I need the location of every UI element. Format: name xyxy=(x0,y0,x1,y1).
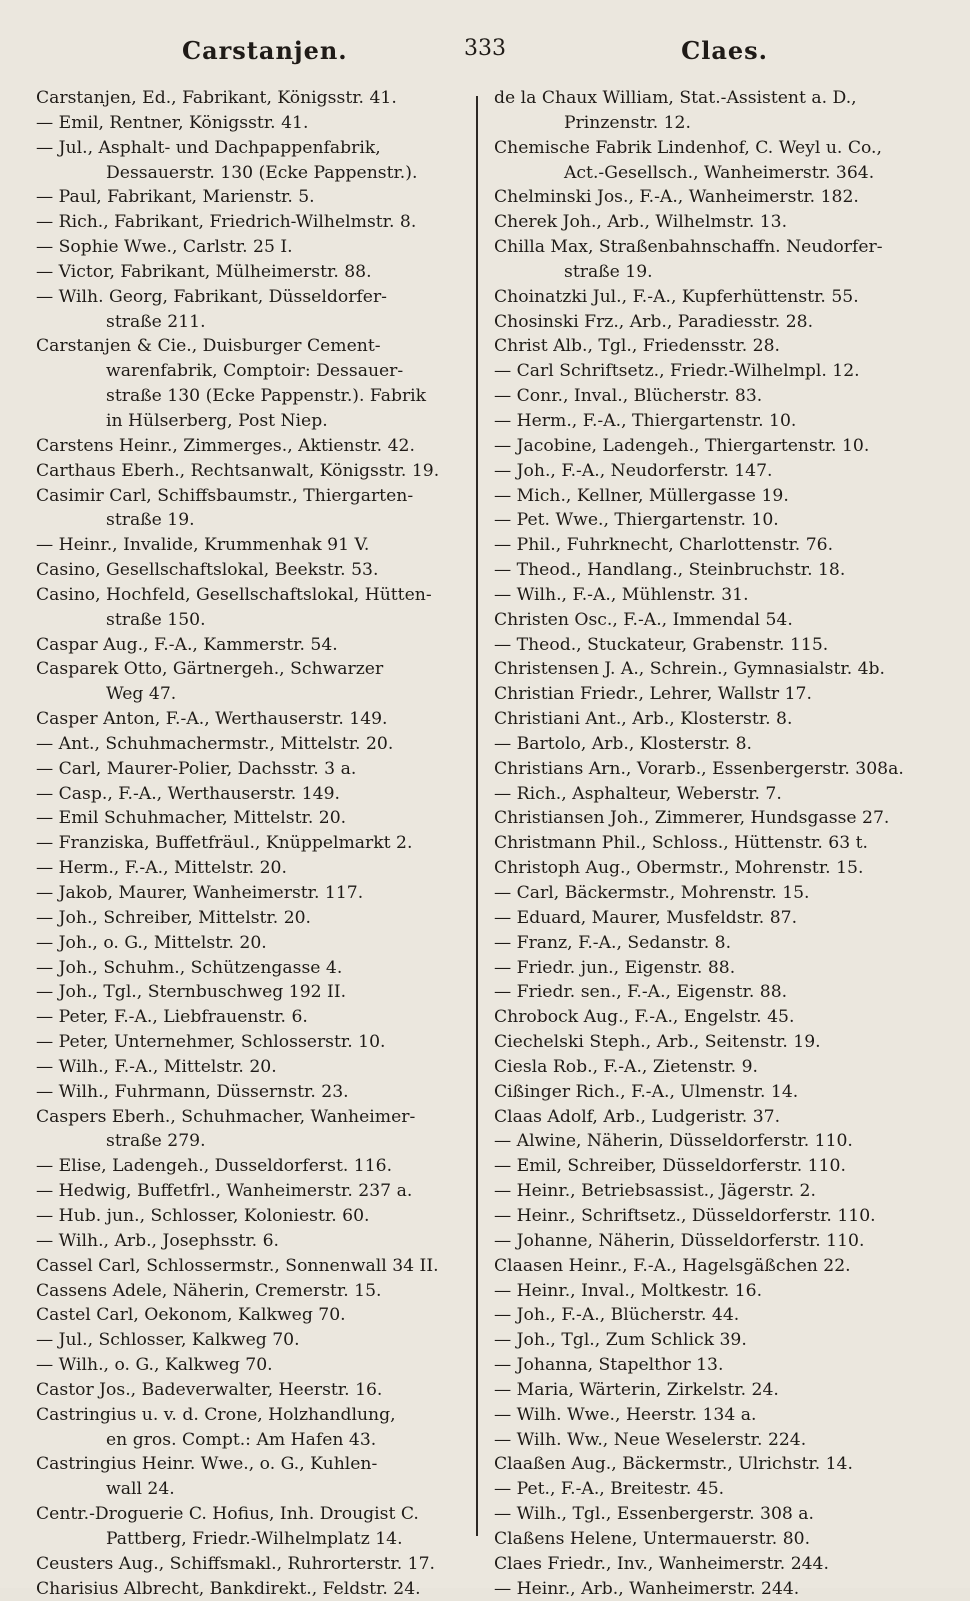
directory-entry-line: — Jul., Schlosser, Kalkweg 70. xyxy=(36,1330,300,1351)
directory-entry-line: Casino, Hochfeld, Gesellschaftslokal, Hütten- xyxy=(36,584,432,605)
directory-entry-line: — Alwine, Näherin, Düsseldorferstr. 110. xyxy=(494,1131,853,1152)
directory-entry-line: — Wilh., Arb., Josephsstr. 6. xyxy=(36,1230,279,1251)
directory-entry-line: — Carl, Bäckermstr., Mohrenstr. 15. xyxy=(494,883,810,903)
directory-entry-line: Ceusters Aug., Schiffsmakl., Ruhrorterstr. 17. xyxy=(36,1553,435,1574)
directory-entry-line: — Joh., Schuhm., Schützengasse 4. xyxy=(36,957,343,978)
directory-entry-line: Caspers Eberh., Schuhmacher, Wanheimer- xyxy=(36,1106,416,1127)
directory-entry-line: — Rich., Fabrikant, Friedrich-Wilhelmstr. 8. xyxy=(36,212,417,233)
directory-entry-line: Cherek Joh., Arb., Wilhelmstr. 13. xyxy=(494,212,788,233)
directory-entry-line: — Sophie Wwe., Carlstr. 25 I. xyxy=(36,237,293,258)
directory-entry-line: — Rich., Asphalteur, Weberstr. 7. xyxy=(494,783,782,804)
directory-entry-line: Cißinger Rich., F.-A., Ulmenstr. 14. xyxy=(494,1081,799,1102)
directory-entry-line: wall 24. xyxy=(106,1479,175,1500)
directory-entry-line: — Heinr., Arb., Wanheimerstr. 244. xyxy=(494,1578,800,1599)
directory-entry-line: Carstanjen & Cie., Duisburger Cement- xyxy=(36,336,381,357)
directory-entry-line: Castringius u. v. d. Crone, Holzhandlung, xyxy=(36,1404,396,1425)
directory-entry-line: — Peter, Unternehmer, Schlosserstr. 10. xyxy=(36,1032,386,1053)
directory-entry-line: Ciechelski Steph., Arb., Seitenstr. 19. xyxy=(494,1032,821,1053)
directory-entry-line: Act.-Gesellsch., Wanheimerstr. 364. xyxy=(564,162,875,183)
directory-entry-line: — Emil, Schreiber, Düsseldorferstr. 110. xyxy=(494,1156,846,1177)
directory-entry-line: Ciesla Rob., F.-A., Zietenstr. 9. xyxy=(494,1056,758,1077)
directory-entry-line: — Elise, Ladengeh., Dusseldorferst. 116. xyxy=(36,1156,393,1177)
directory-entry-line: Christmann Phil., Schloss., Hüttenstr. 63 t. xyxy=(494,833,868,854)
directory-entry-line: Christ Alb., Tgl., Friedensstr. 28. xyxy=(494,336,780,357)
directory-entry-line: straße 19. xyxy=(106,510,195,531)
directory-entry-line: — Ant., Schuhmachermstr., Mittelstr. 20. xyxy=(36,733,394,754)
directory-entry-line: — Theod., Stuckateur, Grabenstr. 115. xyxy=(494,634,829,655)
directory-entry-line: — Jacobine, Ladengeh., Thiergartenstr. 10. xyxy=(494,435,870,456)
directory-entry-line: — Joh., o. G., Mittelstr. 20. xyxy=(36,932,267,953)
directory-entry-line: Christian Friedr., Lehrer, Wallstr 17. xyxy=(494,684,812,705)
directory-entry-line: — Herm., F.-A., Mittelstr. 20. xyxy=(36,858,287,879)
right-column xyxy=(494,86,932,1601)
header-left-keyword: Carstanjen. xyxy=(182,36,348,65)
directory-entry-line: — Joh., Tgl., Sternbuschweg 192 II. xyxy=(36,982,347,1003)
directory-entry-line: — Victor, Fabrikant, Mülheimerstr. 88. xyxy=(36,261,372,282)
directory-entry-line: — Friedr. sen., F.-A., Eigenstr. 88. xyxy=(494,982,788,1003)
directory-entry-line: — Joh., Schreiber, Mittelstr. 20. xyxy=(36,907,312,928)
directory-entry-line: Casino, Gesellschaftslokal, Beekstr. 53. xyxy=(36,560,379,581)
directory-entry-line: Christiansen Joh., Zimmerer, Hundsgasse 27. xyxy=(494,808,890,829)
left-column xyxy=(36,86,464,1601)
directory-entry-line: Casparek Otto, Gärtnergeh., Schwarzer xyxy=(36,659,384,680)
directory-entry-line: — Eduard, Maurer, Musfeldstr. 87. xyxy=(494,907,798,928)
directory-entry-line: — Carl, Maurer-Polier, Dachsstr. 3 a. xyxy=(36,758,357,779)
directory-entry-line: Dessauerstr. 130 (Ecke Pappenstr.). xyxy=(106,162,418,183)
directory-entry-line: — Wilh. Georg, Fabrikant, Düsseldorfer- xyxy=(36,286,387,307)
directory-entry-line: in Hülserberg, Post Niep. xyxy=(106,410,328,431)
directory-entry-line: Claes Friedr., Inv., Wanheimerstr. 244. xyxy=(494,1553,829,1574)
directory-entry-line: Chosinski Frz., Arb., Paradiesstr. 28. xyxy=(494,311,814,332)
directory-entry-line: — Joh., F.-A., Blücherstr. 44. xyxy=(494,1305,740,1326)
directory-entry-line: Prinzenstr. 12. xyxy=(564,112,691,133)
directory-entry-line: Cassel Carl, Schlossermstr., Sonnenwall 34 II. xyxy=(36,1255,439,1276)
directory-entry-line: Chilla Max, Straßenbahnschaffn. Neudorfer- xyxy=(494,237,883,258)
directory-entry-line: — Paul, Fabrikant, Marienstr. 5. xyxy=(36,187,315,208)
directory-entry-line: — Wilh. Wwe., Heerstr. 134 a. xyxy=(494,1404,757,1425)
directory-entry-line: — Emil Schuhmacher, Mittelstr. 20. xyxy=(36,808,347,829)
directory-entry-line: Christoph Aug., Obermstr., Mohrenstr. 15. xyxy=(494,858,864,879)
directory-entry-line: — Franz, F.-A., Sedanstr. 8. xyxy=(494,932,732,953)
directory-entry-line: Claßens Helene, Untermauerstr. 80. xyxy=(494,1528,811,1549)
directory-entry-line: Christensen J. A., Schrein., Gymnasialstr. 4b. xyxy=(494,659,886,680)
directory-entry-line: — Friedr. jun., Eigenstr. 88. xyxy=(494,957,736,978)
directory-entry-line: — Hedwig, Buffetfrl., Wanheimerstr. 237 a. xyxy=(36,1181,413,1202)
directory-entry-line: Castringius Heinr. Wwe., o. G., Kuhlen- xyxy=(36,1454,378,1475)
directory-entry-line: warenfabrik, Comptoir: Dessauer- xyxy=(106,361,404,382)
directory-entry-line: — Pet. Wwe., Thiergartenstr. 10. xyxy=(494,510,779,531)
directory-entry-line: de la Chaux William, Stat.-Assistent a. D., xyxy=(494,88,857,108)
directory-entry-line: — Theod., Handlang., Steinbruchstr. 18. xyxy=(494,560,846,581)
directory-entry-line: — Heinr., Invalide, Krummenhak 91 V. xyxy=(36,535,370,556)
directory-entry-line: — Wilh., o. G., Kalkweg 70. xyxy=(36,1355,273,1376)
column-divider xyxy=(476,96,478,1536)
directory-entry-line: Casper Anton, F.-A., Werthauserstr. 149. xyxy=(36,709,388,730)
directory-entry-line: — Carl Schriftsetz., Friedr.-Wilhelmpl. 12. xyxy=(494,361,860,382)
directory-entry-line: — Jul., Asphalt- und Dachpappenfabrik, xyxy=(36,137,381,158)
directory-entry-line: Castor Jos., Badeverwalter, Heerstr. 16. xyxy=(36,1379,383,1400)
page-header xyxy=(34,34,936,74)
directory-entry-line: — Bartolo, Arb., Klosterstr. 8. xyxy=(494,733,752,754)
directory-entry-line: — Heinr., Schriftsetz., Düsseldorferstr. 110. xyxy=(494,1205,876,1226)
directory-entry-line: straße 19. xyxy=(564,261,653,282)
directory-entry-line: Claaßen Aug., Bäckermstr., Ulrichstr. 14. xyxy=(494,1454,853,1475)
directory-entry-line: — Hub. jun., Schlosser, Koloniestr. 60. xyxy=(36,1205,370,1226)
directory-entry-line: — Wilh., Tgl., Essenbergerstr. 308 a. xyxy=(494,1504,814,1525)
directory-entry-line: Claasen Heinr., F.-A., Hagelsgäßchen 22. xyxy=(494,1255,851,1276)
directory-entry-line: — Maria, Wärterin, Zirkelstr. 24. xyxy=(494,1379,779,1400)
directory-entry-line: straße 150. xyxy=(106,609,206,630)
page-number: 333 xyxy=(464,36,506,61)
directory-entry-line: — Franziska, Buffetfräul., Knüppelmarkt 2. xyxy=(36,833,413,854)
directory-entry-line: Centr.-Droguerie C. Hofius, Inh. Drougist C. xyxy=(36,1504,419,1525)
directory-entry-line: Chrobock Aug., F.-A., Engelstr. 45. xyxy=(494,1007,795,1028)
directory-entry-line: Cassens Adele, Näherin, Cremerstr. 15. xyxy=(36,1280,382,1301)
directory-entry-line: — Casp., F.-A., Werthauserstr. 149. xyxy=(36,783,340,804)
directory-entry-line: straße 211. xyxy=(106,311,206,332)
directory-entry-line: Pattberg, Friedr.-Wilhelmplatz 14. xyxy=(106,1528,403,1549)
directory-entry-line: Carthaus Eberh., Rechtsanwalt, Königsstr. 19. xyxy=(36,460,440,481)
directory-entry-line: Caspar Aug., F.-A., Kammerstr. 54. xyxy=(36,634,338,655)
directory-entry-line: Chelminski Jos., F.-A., Wanheimerstr. 182. xyxy=(494,187,859,208)
directory-entry-line: — Heinr., Betriebsassist., Jägerstr. 2. xyxy=(494,1181,816,1202)
directory-entry-line: straße 279. xyxy=(106,1131,206,1152)
directory-entry-line: — Herm., F.-A., Thiergartenstr. 10. xyxy=(494,410,797,431)
directory-entry-line: — Peter, F.-A., Liebfrauenstr. 6. xyxy=(36,1007,308,1028)
directory-entry-line: — Joh., F.-A., Neudorferstr. 147. xyxy=(494,460,773,481)
directory-entry-line: Claas Adolf, Arb., Ludgeristr. 37. xyxy=(494,1106,781,1127)
directory-entry-line: — Pet., F.-A., Breitestr. 45. xyxy=(494,1479,725,1500)
directory-entry-line: — Wilh. Ww., Neue Weselerstr. 224. xyxy=(494,1429,807,1450)
directory-entry-line: — Wilh., Fuhrmann, Düssernstr. 23. xyxy=(36,1081,349,1102)
directory-entry-line: — Emil, Rentner, Königsstr. 41. xyxy=(36,112,309,133)
directory-entry-line: — Wilh., F.-A., Mühlenstr. 31. xyxy=(494,584,749,605)
directory-entry-line: Christiani Ant., Arb., Klosterstr. 8. xyxy=(494,709,793,730)
directory-entry-line: — Mich., Kellner, Müllergasse 19. xyxy=(494,485,789,506)
directory-entry-line: en gros. Compt.: Am Hafen 43. xyxy=(106,1429,377,1450)
header-right-keyword: Claes. xyxy=(681,36,768,65)
directory-entry-line: Weg 47. xyxy=(106,684,177,705)
directory-entry-line: — Joh., Tgl., Zum Schlick 39. xyxy=(494,1330,747,1351)
directory-entry-line: — Heinr., Inval., Moltkestr. 16. xyxy=(494,1280,763,1301)
directory-entry-line: Carstens Heinr., Zimmerges., Aktienstr. 42. xyxy=(36,435,415,456)
directory-entry-line: — Jakob, Maurer, Wanheimerstr. 117. xyxy=(36,883,364,903)
directory-entry-line: — Phil., Fuhrknecht, Charlottenstr. 76. xyxy=(494,535,834,556)
directory-entry-line: Chemische Fabrik Lindenhof, C. Weyl u. Co., xyxy=(494,137,882,158)
directory-entry-line: Charisius Albrecht, Bankdirekt., Feldstr. 24. xyxy=(36,1578,421,1599)
directory-entry-line: Casimir Carl, Schiffsbaumstr., Thiergarten- xyxy=(36,485,414,506)
directory-entry-line: — Johanne, Näherin, Düsseldorferstr. 110. xyxy=(494,1230,865,1251)
directory-entry-line: Castel Carl, Oekonom, Kalkweg 70. xyxy=(36,1305,346,1326)
directory-entry-line: Carstanjen, Ed., Fabrikant, Königsstr. 41. xyxy=(36,88,397,108)
directory-entry-line: — Wilh., F.-A., Mittelstr. 20. xyxy=(36,1056,277,1077)
directory-entry-line: — Johanna, Stapelthor 13. xyxy=(494,1355,724,1376)
directory-entry-line: Christians Arn., Vorarb., Essenbergerstr. 308a. xyxy=(494,758,904,779)
directory-entry-line: straße 130 (Ecke Pappenstr.). Fabrik xyxy=(106,386,427,407)
directory-entry-line: — Conr., Inval., Blücherstr. 83. xyxy=(494,386,763,407)
directory-entry-line: Christen Osc., F.-A., Immendal 54. xyxy=(494,609,793,630)
directory-entry-line: Choinatzki Jul., F.-A., Kupferhüttenstr. 55. xyxy=(494,286,859,307)
